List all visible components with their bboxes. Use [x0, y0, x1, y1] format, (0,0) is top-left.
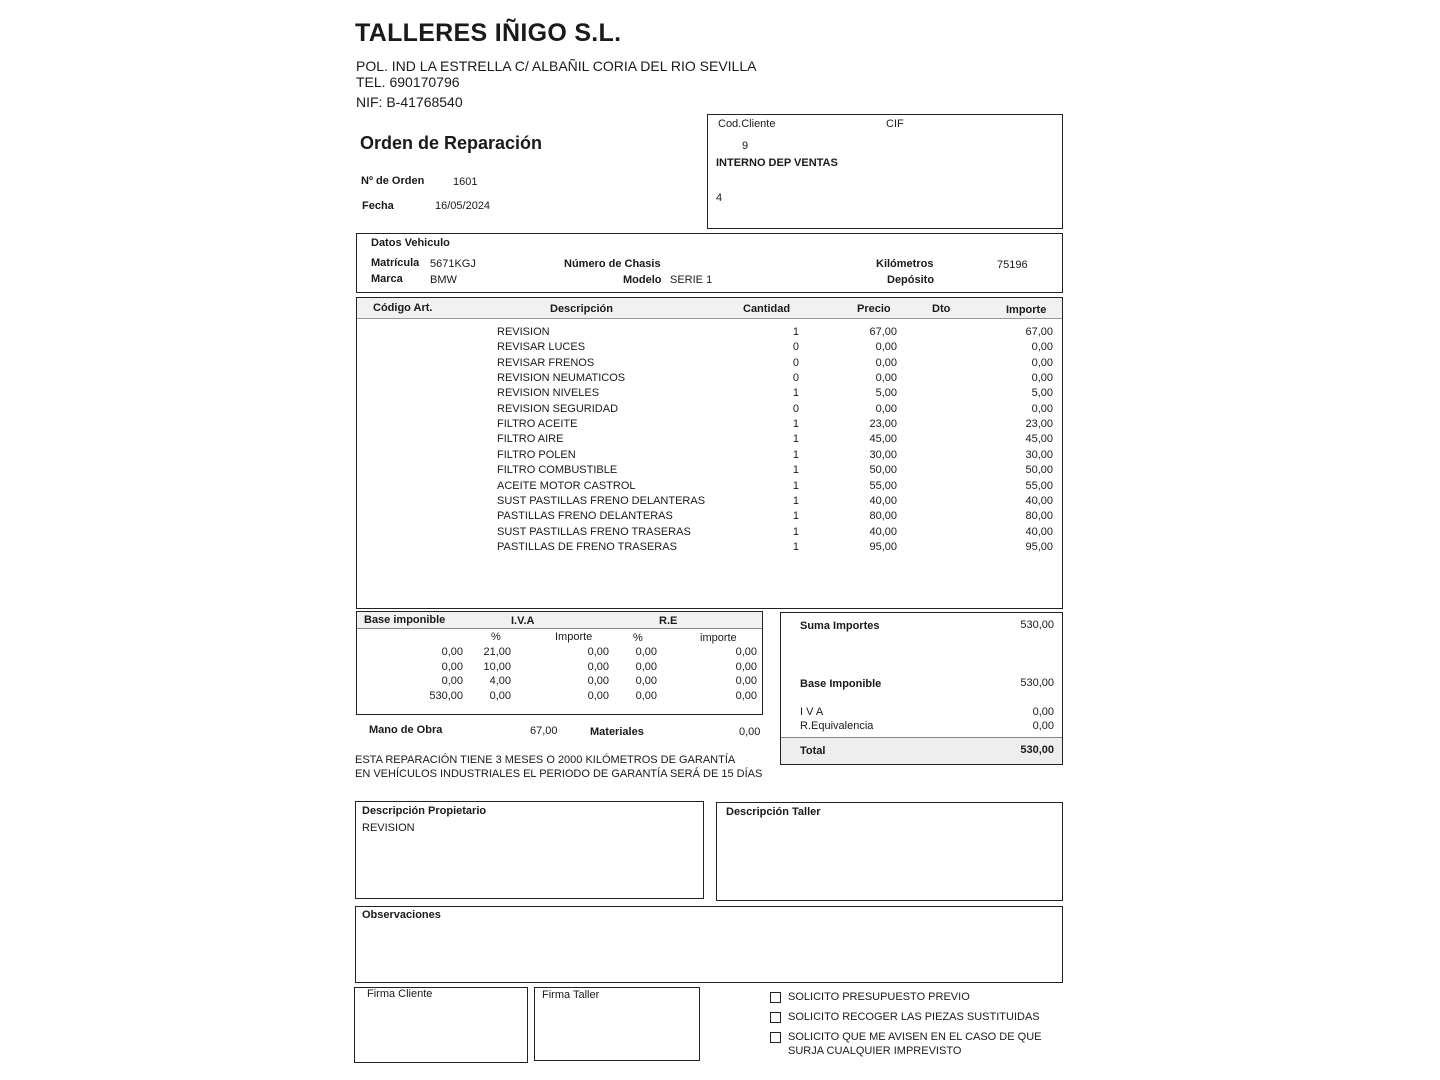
- col-code-header: Código Art.: [373, 302, 433, 314]
- client-line3: 4: [716, 192, 723, 204]
- owner-description-value: REVISION: [362, 822, 415, 834]
- client-signature-label: Firma Cliente: [367, 988, 433, 1000]
- item-amount: 0,00: [1031, 341, 1053, 354]
- item-quantity: 0: [792, 402, 799, 415]
- table-row: [357, 510, 1057, 525]
- col-quantity-header: Cantidad: [743, 303, 791, 315]
- warranty-line-1: ESTA REPARACIÓN TIENE 3 MESES O 2000 KILÓMETROS DE GARANTÍA: [355, 754, 736, 766]
- table-row: [357, 357, 1057, 372]
- tax-rows: [357, 646, 762, 706]
- item-amount: 0,00: [1031, 372, 1053, 385]
- date-label: Fecha: [362, 200, 394, 212]
- model-value: SERIE 1: [670, 274, 713, 286]
- plate-label: Matrícula: [371, 257, 420, 269]
- client-box: [707, 114, 1063, 229]
- tax-row-iva-amount: 0,00: [587, 689, 609, 702]
- tax-row-base: 530,00: [429, 689, 463, 702]
- item-price: 40,00: [869, 525, 897, 538]
- item-description: SUST PASTILLAS FRENO TRASERAS: [497, 525, 691, 538]
- table-row: [357, 541, 1057, 556]
- iva-value: 0,00: [1032, 706, 1054, 718]
- item-price: 55,00: [869, 479, 897, 492]
- sum-value: 530,00: [1020, 619, 1054, 631]
- tax-re-amount-header: importe: [700, 632, 737, 644]
- col-amount-header: Importe: [1006, 304, 1047, 316]
- observations-box[interactable]: [355, 906, 1063, 983]
- total-value: 530,00: [1020, 744, 1054, 756]
- tax-row: [357, 661, 762, 676]
- tax-row-re-pct: 0,00: [635, 646, 657, 658]
- item-price: 40,00: [869, 494, 897, 507]
- item-description: FILTRO COMBUSTIBLE: [497, 464, 618, 477]
- client-signature-box[interactable]: [354, 987, 528, 1063]
- re-value: 0,00: [1032, 720, 1054, 732]
- parts-checkbox-label: SOLICITO RECOGER LAS PIEZAS SUSTITUIDAS: [788, 1011, 1040, 1023]
- tax-iva-amount-header: Importe: [555, 631, 593, 643]
- item-quantity: 1: [792, 479, 799, 492]
- date-value: 16/05/2024: [435, 200, 491, 212]
- item-price: 0,00: [875, 372, 897, 385]
- table-row: [357, 495, 1057, 510]
- item-quantity: 0: [792, 372, 799, 385]
- tax-row: [357, 646, 762, 661]
- item-amount: 0,00: [1031, 356, 1053, 369]
- items-table-header-bg: [357, 298, 1062, 319]
- item-description: FILTRO ACEITE: [497, 418, 578, 431]
- col-description-header: Descripción: [550, 303, 613, 315]
- notify-checkbox[interactable]: [770, 1032, 781, 1043]
- workshop-description-box[interactable]: [716, 802, 1063, 901]
- item-price: 80,00: [869, 510, 897, 523]
- tax-row-re-amount: 0,00: [735, 675, 757, 687]
- item-quantity: 1: [792, 326, 799, 338]
- brand-label: Marca: [371, 273, 403, 285]
- company-name: TALLERES IÑIGO S.L.: [355, 19, 622, 47]
- table-row: [357, 403, 1057, 418]
- item-amount: 40,00: [1025, 525, 1053, 538]
- table-row: [357, 449, 1057, 464]
- item-description: REVISAR FRENOS: [497, 356, 595, 369]
- item-amount: 40,00: [1025, 494, 1053, 507]
- parts-checkbox[interactable]: [770, 1012, 781, 1023]
- total-label: Total: [800, 745, 826, 757]
- item-amount: 50,00: [1025, 464, 1053, 477]
- tax-row-iva-pct: 4,00: [489, 675, 511, 687]
- item-description: FILTRO AIRE: [497, 433, 564, 446]
- item-price: 5,00: [875, 387, 897, 400]
- labour-value: 67,00: [530, 725, 558, 737]
- materials-value: 0,00: [739, 726, 761, 738]
- item-quantity: 1: [792, 510, 799, 523]
- tax-row-base: 0,00: [441, 646, 463, 658]
- items-rows: [357, 326, 1062, 586]
- table-row: [357, 418, 1057, 433]
- item-quantity: 1: [792, 525, 799, 538]
- tax-row: [357, 675, 762, 690]
- km-label: Kilómetros: [876, 258, 934, 270]
- client-code-value: 9: [742, 140, 749, 152]
- item-price: 67,00: [869, 326, 897, 338]
- document-title: Orden de Reparación: [360, 133, 543, 153]
- item-quantity: 0: [792, 356, 799, 369]
- tax-row-base: 0,00: [441, 660, 463, 673]
- col-price-header: Precio: [857, 303, 891, 315]
- tax-row-re-pct: 0,00: [635, 689, 657, 702]
- iva-label: I V A: [800, 706, 824, 718]
- tax-row-re-pct: 0,00: [635, 675, 657, 687]
- item-quantity: 1: [792, 464, 799, 477]
- item-description: REVISION SEGURIDAD: [497, 402, 619, 415]
- item-quantity: 1: [792, 418, 799, 431]
- table-row: [357, 433, 1057, 448]
- workshop-description-label: Descripción Taller: [726, 806, 821, 818]
- item-amount: 80,00: [1025, 510, 1053, 523]
- workshop-signature-label: Firma Taller: [542, 989, 600, 1001]
- item-amount: 95,00: [1025, 540, 1053, 553]
- item-description: REVISAR LUCES: [497, 341, 586, 354]
- table-row: [357, 526, 1057, 541]
- brand-value: BMW: [430, 274, 457, 286]
- order-number-value: 1601: [453, 176, 478, 188]
- budget-checkbox-label: SOLICITO PRESUPUESTO PREVIO: [788, 991, 970, 1003]
- tax-row-iva-pct: 10,00: [483, 660, 511, 673]
- tax-row-iva-pct: 21,00: [483, 646, 511, 658]
- tax-row-iva-amount: 0,00: [587, 660, 609, 673]
- item-amount: 55,00: [1025, 479, 1053, 492]
- item-price: 0,00: [875, 341, 897, 354]
- table-row: [357, 372, 1057, 387]
- labour-label: Mano de Obra: [369, 724, 443, 736]
- item-price: 0,00: [875, 356, 897, 369]
- owner-description-box[interactable]: [355, 801, 704, 899]
- vehicle-box: [356, 233, 1063, 293]
- tax-row-base: 0,00: [441, 675, 463, 687]
- materials-label: Materiales: [590, 726, 644, 738]
- item-quantity: 1: [792, 494, 799, 507]
- item-quantity: 1: [792, 387, 799, 400]
- owner-description-label: Descripción Propietario: [362, 805, 487, 817]
- item-description: REVISION NEUMATICOS: [497, 372, 626, 385]
- table-row: [357, 387, 1057, 402]
- notify-checkbox-label-2: SURJA CUALQUIER IMPREVISTO: [788, 1045, 962, 1057]
- table-row: [357, 326, 1057, 341]
- warranty-line-2: EN VEHÍCULOS INDUSTRIALES EL PERIODO DE GARANTÍA SERÁ DE 15 DÍAS: [355, 768, 763, 780]
- tax-iva-label: I.V.A: [511, 615, 535, 627]
- tax-row-re-amount: 0,00: [735, 646, 757, 658]
- tax-re-label: R.E: [659, 615, 678, 627]
- company-phone: TEL. 690170796: [356, 74, 460, 90]
- col-discount-header: Dto: [932, 303, 951, 315]
- company-address: POL. IND LA ESTRELLA C/ ALBAÑIL CORIA DEL RIO SEVILLA: [356, 58, 757, 74]
- item-amount: 0,00: [1031, 402, 1053, 415]
- item-description: SUST PASTILLAS FRENO DELANTERAS: [497, 494, 706, 507]
- item-amount: 30,00: [1025, 448, 1053, 461]
- item-description: REVISION: [497, 326, 550, 338]
- item-price: 95,00: [869, 540, 897, 553]
- tax-base-label: Base imponible: [364, 614, 446, 626]
- tax-table: [356, 611, 763, 715]
- item-amount: 45,00: [1025, 433, 1053, 446]
- tax-row-iva-amount: 0,00: [587, 675, 609, 687]
- items-table: [356, 297, 1063, 609]
- km-value: 75196: [997, 259, 1028, 271]
- item-amount: 23,00: [1025, 418, 1053, 431]
- item-description: REVISION NIVELES: [497, 387, 600, 400]
- client-code-label: Cod.Cliente: [718, 118, 776, 130]
- totals-box: [780, 612, 1063, 765]
- item-price: 50,00: [869, 464, 897, 477]
- item-description: FILTRO POLEN: [497, 448, 576, 461]
- tax-re-pct-header: %: [633, 632, 643, 644]
- notify-checkbox-label-1: SOLICITO QUE ME AVISEN EN EL CASO DE QUE: [788, 1031, 1042, 1043]
- base-label: Base Imponible: [800, 678, 882, 690]
- budget-checkbox[interactable]: [770, 992, 781, 1003]
- item-amount: 5,00: [1031, 387, 1053, 400]
- deposit-label: Depósito: [887, 274, 935, 286]
- company-nif: NIF: B-41768540: [356, 94, 463, 110]
- item-price: 30,00: [869, 448, 897, 461]
- item-amount: 67,00: [1025, 326, 1053, 338]
- tax-row-iva-pct: 0,00: [489, 689, 511, 702]
- item-description: PASTILLAS FRENO DELANTERAS: [497, 510, 673, 523]
- client-cif-label: CIF: [886, 118, 904, 130]
- table-row: [357, 464, 1057, 479]
- item-quantity: 1: [792, 540, 799, 553]
- client-name: INTERNO DEP VENTAS: [716, 157, 838, 169]
- workshop-signature-box[interactable]: [534, 987, 700, 1061]
- sum-label: Suma Importes: [800, 620, 880, 632]
- base-value: 530,00: [1020, 677, 1054, 689]
- item-description: PASTILLAS DE FRENO TRASERAS: [497, 540, 677, 553]
- re-label: R.Equivalencia: [800, 720, 874, 732]
- tax-row-re-pct: 0,00: [635, 660, 657, 673]
- plate-value: 5671KGJ: [430, 258, 476, 270]
- model-label: Modelo: [623, 274, 662, 286]
- tax-row-re-amount: 0,00: [735, 689, 757, 702]
- item-quantity: 1: [792, 433, 799, 446]
- item-quantity: 1: [792, 448, 799, 461]
- item-price: 0,00: [875, 402, 897, 415]
- tax-iva-pct-header: %: [491, 631, 501, 643]
- tax-row-iva-amount: 0,00: [587, 646, 609, 658]
- chassis-label: Número de Chasis: [564, 258, 661, 270]
- item-quantity: 0: [792, 341, 799, 354]
- observations-label: Observaciones: [362, 909, 441, 921]
- item-price: 45,00: [869, 433, 897, 446]
- vehicle-section-label: Datos Vehiculo: [371, 237, 450, 249]
- tax-row-re-amount: 0,00: [735, 660, 757, 673]
- table-row: [357, 480, 1057, 495]
- table-row: [357, 341, 1057, 356]
- order-number-label: Nº de Orden: [361, 175, 425, 187]
- item-description: ACEITE MOTOR CASTROL: [497, 479, 636, 492]
- item-price: 23,00: [869, 418, 897, 431]
- tax-row: [357, 690, 762, 705]
